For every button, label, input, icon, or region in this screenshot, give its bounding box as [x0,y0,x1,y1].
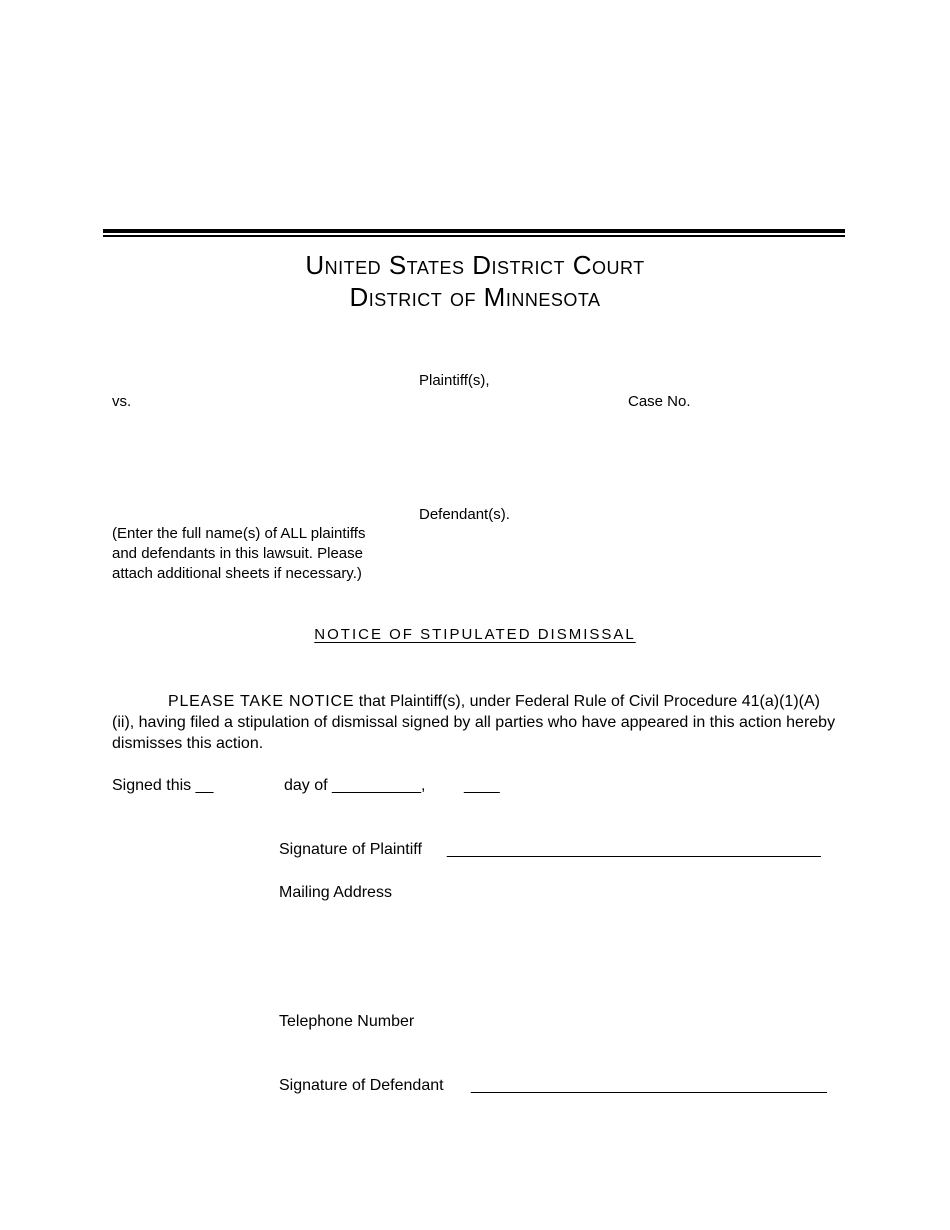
header-rule-thin [103,235,845,237]
instruction-line-2: and defendants in this lawsuit. Please [112,545,363,562]
instruction-line-1: (Enter the full name(s) of ALL plaintiffs [112,525,366,542]
notice-title-text: NOTICE OF STIPULATED DISMISSAL [314,626,636,643]
day-of-label: day of __________, [284,777,426,794]
court-district: District of Minnesota [349,282,601,312]
court-name: United States District Court [305,250,645,280]
telephone-label: Telephone Number [279,1013,415,1030]
signed-this-label: Signed this __ [112,777,214,794]
defendants-label: Defendant(s). [419,506,510,523]
defendant-signature-label: Signature of Defendant [279,1077,444,1094]
notice-body-text: that Plaintiff(s), under Federal Rule of Civil Procedure 41(a)(1)(A)(ii), having filed a stipulation of dismissal signed by all parties who have appeared in this action hereby dismisses this action. [112,693,836,752]
mailing-address-label: Mailing Address [279,884,392,901]
header-rule-thick [103,229,845,233]
notice-body [112,691,842,754]
plaintiff-signature-label: Signature of Plaintiff [279,841,422,858]
notice-title [0,626,950,643]
case-no-label: Case No. [628,393,691,410]
year-blank: ____ [464,777,500,794]
defendant-signature-line[interactable]: ________________________________________ [471,1077,827,1094]
notice-lead: PLEASE TAKE NOTICE [168,693,355,710]
plaintiff-signature-line[interactable]: __________________________________________ [447,841,821,858]
vs-label: vs. [112,393,132,410]
plaintiffs-label: Plaintiff(s), [419,372,490,389]
instruction-line-3: attach additional sheets if necessary.) [112,565,362,582]
